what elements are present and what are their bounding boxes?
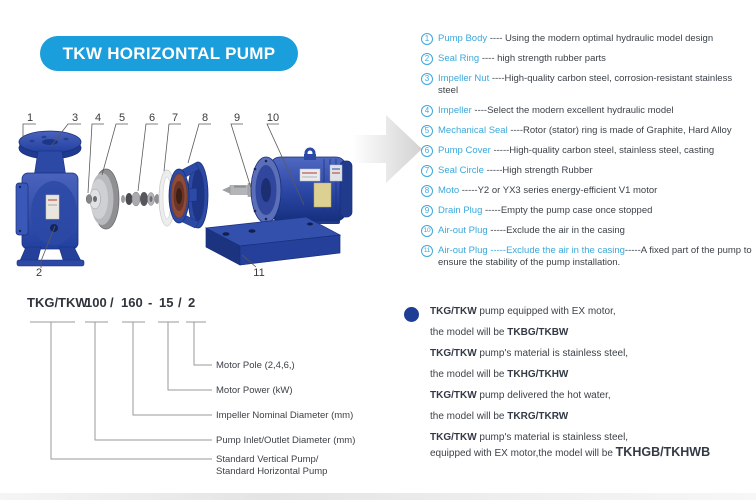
impeller-nut — [86, 195, 92, 204]
part-list-item-2 — [421, 53, 753, 65]
diagram-number-1: 1 — [26, 112, 34, 124]
part-description: -----Empty the pump case once stopped — [482, 205, 653, 216]
part-description: -----High-quality carbon steel, stainless steel, casting — [490, 145, 715, 156]
base-plate — [206, 217, 340, 265]
part-name: Pump Cover — [438, 145, 491, 156]
title-banner — [40, 36, 298, 71]
part-number-badge: 3 — [421, 73, 433, 85]
diagram-number-3: 3 — [71, 112, 79, 124]
note-line: the model will be TKRG/TKRW — [430, 411, 569, 422]
part-number-badge: 5 — [421, 125, 433, 137]
model-segment-impeller: 160 — [121, 295, 143, 310]
part-list-item-10 — [421, 225, 753, 237]
note-line: TKG/TKW pump's material is stainless steel, — [430, 348, 629, 359]
note-line: TKG/TKW pump delivered the hot water, — [430, 390, 611, 401]
model-code — [0, 295, 380, 313]
pump-exploded-diagram — [8, 95, 428, 290]
scan-edge-strip — [0, 493, 756, 500]
model-separator: / — [178, 295, 182, 310]
part-name: Mechanical Seal — [438, 125, 508, 136]
part-list-item-6 — [421, 145, 753, 157]
pump-cover — [169, 162, 208, 228]
model-segment-power: 15 — [159, 295, 174, 310]
diagram-number-6: 6 — [148, 112, 156, 124]
part-name: Air-out Plug -----Exclude the air in the casing — [438, 245, 625, 256]
page-title: TKW HORIZONTAL PUMP — [62, 43, 276, 63]
model-segment-inlet: 100 — [85, 295, 107, 310]
mechanical-seal — [121, 192, 160, 206]
part-list-item-8 — [421, 185, 753, 197]
part-list-item-1 — [421, 33, 753, 45]
note-line: the model will be TKHG/TKHW — [430, 369, 569, 380]
model-separator: - — [148, 295, 153, 310]
legend-impeller-diameter: Impeller Nominal Diameter (mm) — [216, 410, 354, 421]
impeller — [90, 169, 120, 229]
part-name: Impeller Nut — [438, 73, 490, 84]
part-number-badge: 8 — [421, 185, 433, 197]
part-description: ---- Using the modern optimal hydraulic model design — [487, 33, 714, 44]
part-list-item-5 — [421, 125, 753, 137]
diagram-number-8: 8 — [201, 112, 209, 124]
motor — [222, 149, 352, 224]
part-description: ----Select the modern excellent hydraulic model — [471, 105, 674, 116]
part-number-badge: 1 — [421, 33, 433, 45]
model-segment-series: TKG/TKW — [27, 295, 88, 310]
part-name: Drain Plug — [438, 205, 483, 216]
part-description: ----Rotor (stator) ring is made of Graphite, Hard Alloy — [507, 125, 732, 136]
part-list-item-7 — [421, 165, 753, 177]
part-number-badge: 10 — [421, 225, 433, 237]
bullet-icon — [404, 307, 419, 322]
note-line: TKG/TKW pump's material is stainless steel, — [430, 432, 629, 443]
part-name: Air-out Plug — [438, 225, 488, 236]
part-description: -----High strength Rubber — [483, 165, 593, 176]
part-name: Moto — [438, 185, 460, 196]
nameplate-sticker — [300, 169, 320, 181]
pump-body — [16, 131, 84, 266]
part-list-item-9 — [421, 205, 753, 217]
part-number-badge: 2 — [421, 53, 433, 65]
yellow-label — [314, 183, 331, 207]
diagram-number-5: 5 — [118, 112, 126, 124]
part-name: Seal Circle — [438, 165, 484, 176]
part-description: -----Exclude the air in the casing — [487, 225, 625, 236]
model-code-legend — [20, 312, 355, 492]
part-name: Seal Ring — [438, 53, 480, 64]
diagram-number-4: 4 — [94, 112, 102, 124]
part-number-badge: 9 — [421, 205, 433, 217]
arrow-right-icon — [352, 115, 422, 183]
model-separator: / — [110, 295, 114, 310]
part-list-item-4 — [421, 105, 753, 117]
model-segment-pole: 2 — [188, 295, 196, 310]
legend-pump-type-line1: Standard Vertical Pump/ — [216, 454, 319, 465]
model-variant-notes — [430, 306, 752, 469]
legend-inlet-outlet-diameter: Pump Inlet/Outlet Diameter (mm) — [216, 435, 355, 446]
diagram-number-7: 7 — [171, 112, 179, 124]
diagram-number-10: 10 — [266, 112, 280, 124]
part-name: Pump Body — [438, 33, 488, 44]
part-number-badge: 7 — [421, 165, 433, 177]
parts-list — [421, 33, 753, 277]
legend-pump-type-line2: Standard Horizontal Pump — [216, 466, 328, 477]
part-list-item-11 — [421, 245, 753, 269]
part-description: ---- high strength rubber parts — [479, 53, 606, 64]
legend-motor-pole: Motor Pole (2,4,6,) — [216, 360, 295, 371]
part-description: ----High-quality carbon steel, corrosion-resistant stainless steel — [438, 73, 733, 96]
note-line: TKG/TKW pump equipped with EX motor, — [430, 306, 616, 317]
diagram-number-2: 2 — [35, 267, 43, 279]
diagram-number-11: 11 — [253, 267, 265, 279]
part-description: -----A fixed part of the pump to ensure the stability of the pump installation. — [438, 245, 752, 268]
legend-motor-power: Motor Power (kW) — [216, 385, 293, 396]
note-line: equipped with EX motor,the model will be TKHGB/TKHWB — [430, 445, 711, 459]
part-name: Impeller — [438, 105, 472, 116]
note-line: the model will be TKBG/TKBW — [430, 327, 569, 338]
part-list-item-3 — [421, 73, 753, 97]
part-number-badge: 6 — [421, 145, 433, 157]
part-description: -----Y2 or YX3 series energy-efficient V1 motor — [459, 185, 658, 196]
part-number-badge: 4 — [421, 105, 433, 117]
part-number-badge: 11 — [421, 245, 433, 257]
diagram-number-9: 9 — [233, 112, 241, 124]
